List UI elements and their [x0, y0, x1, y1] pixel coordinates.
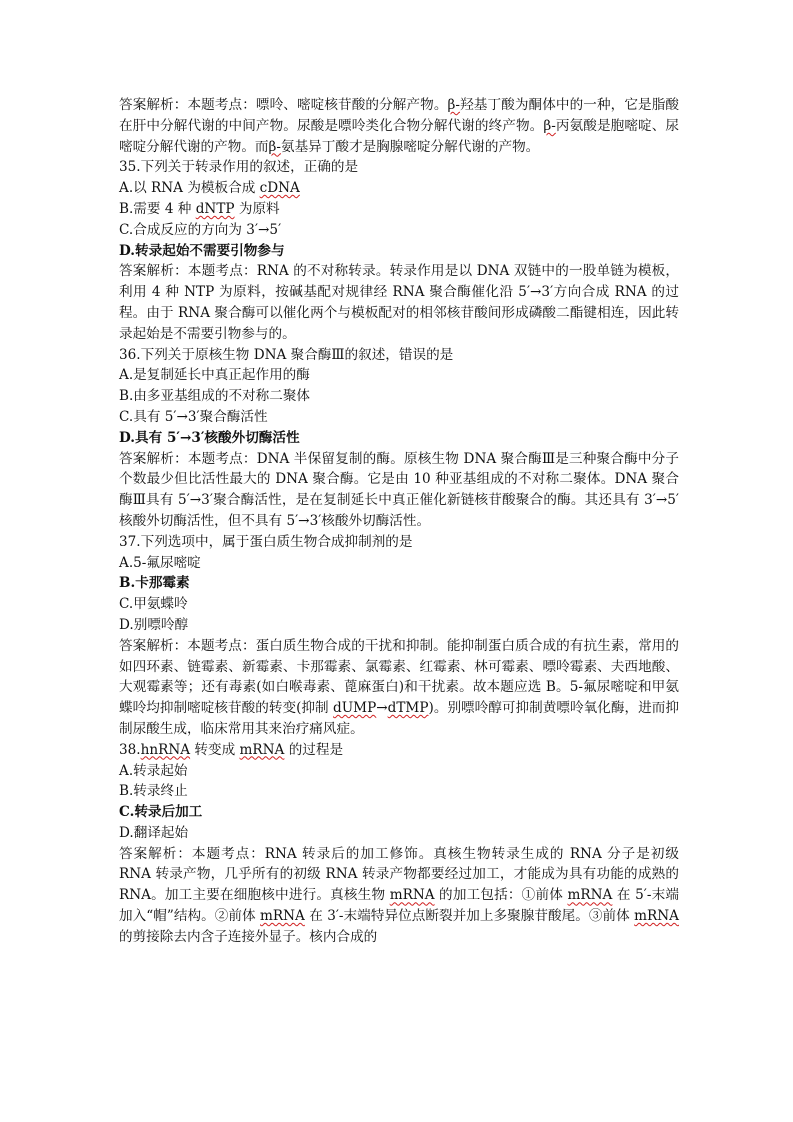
- q36-option-c: C.具有 5′→3′聚合酶活性: [119, 408, 268, 425]
- spellcheck-term: mRNA: [260, 908, 305, 925]
- q36-option-a: A.是复制延长中真正起作用的酶: [119, 367, 310, 384]
- q37-option-c: C.甲氨蝶呤: [119, 596, 188, 613]
- text-run: 的加工包括：①前体: [434, 887, 568, 904]
- text-run: A.以 RNA 为模板合成: [119, 180, 260, 197]
- spellcheck-term: β-: [447, 97, 460, 113]
- text-run: →: [376, 700, 388, 717]
- spellcheck-term: β-: [268, 138, 281, 155]
- spellcheck-term: hnRNA: [140, 741, 191, 758]
- text-run: 在 3′-末端特异位点断裂并加上多聚腺苷酸尾。③前体: [304, 908, 635, 925]
- q38-question: [119, 740, 679, 761]
- q37-option-a: A.5-氟尿嘧啶: [119, 554, 201, 571]
- text-run: 氨基异丁酸才是胸腺嘧啶分解代谢的产物。: [280, 138, 540, 155]
- q35-analysis: 答案解析：本题考点：RNA 的不对称转录。转录作用是以 DNA 双链中的一股单链为模板，利用 4 种 NTP 为原料，按碱基配对规律经 RNA 聚合酶催化沿 5′→3′方向合成 RNA 的过程。由于 RNA 聚合酶可以催化两个与模板配对的相邻核苷酸间形成磷酸二酯键相连，因此转录起始是不需要引物参与的。: [119, 263, 679, 342]
- q35-option-c: C.合成反应的方向为 3′→5′: [119, 221, 282, 238]
- text-run: B.需要 4 种: [119, 200, 196, 217]
- spellcheck-term: mRNA: [239, 741, 285, 758]
- text-run: )。别嘌呤醇可抑制黄嘌呤氧化酶，进而抑制尿酸生成，临床常用其来治疗痛风症。: [119, 700, 679, 737]
- q37-option-b-answer: B.卡那霉素: [119, 575, 190, 592]
- spellcheck-term: cDNA: [259, 180, 300, 197]
- spellcheck-term: mRNA: [389, 887, 435, 904]
- text-run: 在 5′-末端加入“帽”结构。②前体: [119, 887, 679, 925]
- q36-option-b: B.由多亚基组成的不对称二聚体: [119, 388, 311, 405]
- q38-option-b: B.转录终止: [119, 783, 188, 800]
- q35-option-a: [119, 178, 679, 199]
- document-page: [119, 95, 679, 948]
- intro-analysis: [119, 95, 679, 157]
- text-run: 答案解析：本题考点：嘌呤、嘧啶核苷酸的分解产物。: [119, 97, 448, 113]
- q35-option-b: [119, 199, 679, 220]
- q36-question: 36.下列关于原核生物 DNA 聚合酶Ⅲ的叙述，错误的是: [119, 346, 454, 363]
- text-run: 答案解析：本题考点：蛋白质生物合成的干扰和抑制。能抑制蛋白质合成的有抗生素，常用的如四环素、链霉素、新霉素、卡那霉素、氯霉素、红霉素、林可霉素、嘌呤霉素、夫西地酸、大观霉素等；还有毒素(如白喉毒素、蓖麻蛋白)和干扰素。故本题应选 B。5-氟尿嘧啶和甲氨蝶呤均抑制嘧啶核苷酸的转变(抑制: [119, 637, 679, 717]
- text-run: 的剪接除去内含子连接外显子。核内合成的: [119, 928, 378, 945]
- spellcheck-term: dNTP: [195, 200, 235, 217]
- spellcheck-term: mRNA: [567, 887, 613, 904]
- q37-analysis: [119, 636, 679, 740]
- text-run: 转变成: [190, 741, 240, 758]
- q38-option-d: D.翻译起始: [119, 824, 189, 841]
- spellcheck-term: dUMP: [333, 700, 377, 717]
- q37-question: 37.下列选项中，属于蛋白质生物合成抑制剂的是: [119, 533, 413, 550]
- text-run: 羟基丁酸为酮体中的一种，它是脂酸在肝中分解代谢的中间产物。尿酸是嘌呤类化合物分解代谢的终产物。: [119, 97, 680, 134]
- text-run: 为原料: [234, 200, 280, 217]
- q38-option-c-answer: C.转录后加工: [119, 804, 203, 821]
- spellcheck-term: β-: [543, 117, 556, 134]
- q38-analysis: [119, 844, 679, 948]
- q36-option-d-answer: D.具有 5′→3′核酸外切酶活性: [119, 429, 300, 446]
- spellcheck-term: mRNA: [634, 908, 679, 925]
- text-run: 答案解析：本题考点：RNA 转录后的加工修饰。真核生物转录生成的 RNA 分子是初级 RNA 转录产物，几乎所有的初级 RNA 转录产物都要经过加工，才能成为具有功能的成熟的 RNA。加工主要在细胞核中进行。真核生物: [119, 845, 679, 904]
- text-run: 38.: [119, 741, 141, 758]
- q35-option-d-answer: D.转录起始不需要引物参与: [119, 242, 285, 259]
- q35-question: 35.下列关于转录作用的叙述，正确的是: [119, 159, 359, 176]
- text-run: 丙氨酸是胞嘧啶、尿嘧啶分解代谢的产物。而: [119, 117, 680, 155]
- q37-option-d: D.别嘌呤醇: [119, 616, 189, 633]
- q36-analysis: 答案解析：本题考点：DNA 半保留复制的酶。原核生物 DNA 聚合酶Ⅲ是三种聚合酶中分子个数最少但比活性最大的 DNA 聚合酶。它是由 10 种亚基组成的不对称二聚体。DNA 聚合酶Ⅲ具有 5′→3′聚合酶活性，是在复制延长中真正催化新链核苷酸聚合的酶。其还具有 3′→5′核酸外切酶活性，但不具有 5′→3′核酸外切酶活性。: [119, 450, 679, 529]
- q38-option-a: A.转录起始: [119, 762, 188, 779]
- text-run: 的过程是: [284, 741, 344, 758]
- spellcheck-term: dTMP: [387, 700, 429, 717]
